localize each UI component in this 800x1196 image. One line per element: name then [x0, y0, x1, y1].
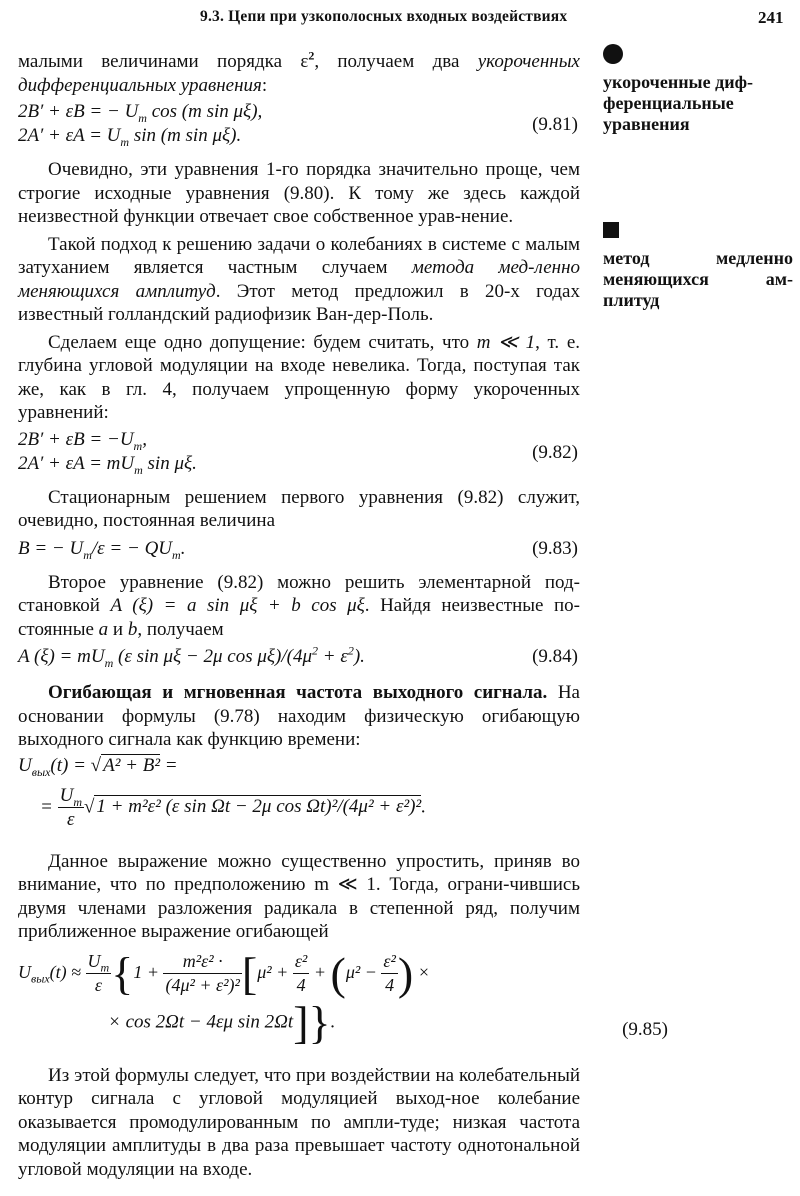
- paragraph-8: Данное выражение можно существенно упростить, приняв во внимание, что по предположению m ≪ 1. Тогда, ограни-чившись двумя членами разложения радикала в степенной ряд, получим приближенное выражение огибающей: [18, 850, 580, 942]
- paragraph-5: Стационарным решением первого уравнения (9.82) служит, очевидно, постоянная величина: [18, 486, 580, 531]
- equation-number: (9.84): [532, 646, 578, 667]
- paragraph-3: Такой подход к решению задачи о колебаниях в системе с малым затуханием является частным случаем метода мед-ленно меняющихся амплитуд. Этот метод предложил в 20-х годах известный голландский радиофизик Ван-дер-Поль.: [18, 233, 580, 325]
- margin-note-slow-amplitudes: метод медленно меняющихся ам-плитуд: [603, 248, 793, 310]
- equation-9-85-line-1: $U_{вых}(t)$ ≈ $\frac{U_m}{\varepsilon}$ {1 + $\frac{\text{m²ε² ·}}{\text{(4μ² + ε²)²}}$ [μ² + $\frac{\text{ε²}}{4}$ + (μ² − $\frac{\text{ε²}}{4}$ ) ×: [18, 947, 430, 999]
- running-header: 9.3. Цепи при узкополосных входных воздействиях: [200, 8, 568, 25]
- main-text-column: [18, 48, 668, 1181]
- paragraph-7: Огибающая и мгновенная частота выходного сигнала. На основании формулы (9.78) находим физическую огибающую выходного сигнала как функцию времени:: [18, 682, 580, 750]
- paragraph-2: Очевидно, эти уравнения 1-го порядка значительно проще, чем строгие исходные уравнения (9.80). К тому же здесь каждой неизвестной функции отвечает свое собственное урав-нение.: [18, 159, 580, 227]
- equation-number: (9.81): [532, 114, 578, 135]
- equation-9-82: $2B' + \varepsilon B = -U_m$, $2A' + \varepsilon A = mU_m$ sin μξ. (9.82): [18, 428, 578, 477]
- equation-number: (9.85): [622, 1018, 668, 1040]
- equation-9-85-line-2: × cos 2Ωt − 4εμ sin 2Ωt]}. (9.85): [108, 996, 668, 1048]
- bullet-square-icon: [603, 222, 619, 238]
- equation-number: (9.83): [532, 537, 578, 559]
- page-number: 241: [758, 8, 784, 27]
- paragraph-4: Сделаем еще одно допущение: будем считать, что m ≪ 1, т. е. глубина угловой модуляции на входе невелика. Тогда, поступая так же, как в гл. 4, получаем упрощенную форму укороченных уравнений:: [18, 331, 580, 423]
- envelope-equation-line-1: $U_{вых}(t)$ = √ A² + B² =: [18, 754, 178, 779]
- section-heading: Огибающая и мгновенная частота выходного сигнала.: [48, 682, 548, 703]
- margin-note-short-equations: укороченные диф-ференциальные уравнения: [603, 72, 754, 134]
- equation-9-81: 2B′ + εB = − $U_m$ cos (m sin μξ), $2A' + \varepsilon A = U_m$ sin (m sin μξ). (9.81): [18, 101, 578, 149]
- equation-number: (9.82): [532, 441, 578, 463]
- bullet-circle-icon: [603, 44, 623, 64]
- paragraph-1: малыми величинами порядка $\varepsilon^2$, получаем два укороченных дифференциальных уравнения:: [18, 48, 580, 96]
- paragraph-6: Второе уравнение (9.82) можно решить элементарной под-становкой A (ξ) = a sin μξ + b cos μξ. Найдя неизвестные по-стоянные a и b, получаем: [18, 571, 580, 640]
- equation-9-84: A $(\xi) = mU_m$ (ε sin μξ − 2μ $\cos \mu\xi)/(4\mu^2 + \varepsilon^2)$. (9.84): [18, 643, 578, 670]
- envelope-equation-line-2: = $\frac{U_m}{\varepsilon}$ √ 1 + m²ε² (ε sin Ωt − 2μ cos Ωt)²/(4μ² + ε²)².: [40, 784, 426, 830]
- paragraph-9: Из этой формулы следует, что при воздействии на колебательный контур сигнала с угловой модуляцией выход-ное колебание оказывается промодулированным по ампли-туде; низкая частота модуляции амплитуды в два раза превышает частоту однотональной угловой модуляции на входе.: [18, 1064, 580, 1180]
- equation-9-83: B = − $U_m/\varepsilon$ = − $QU_m$. (9.83): [18, 537, 578, 562]
